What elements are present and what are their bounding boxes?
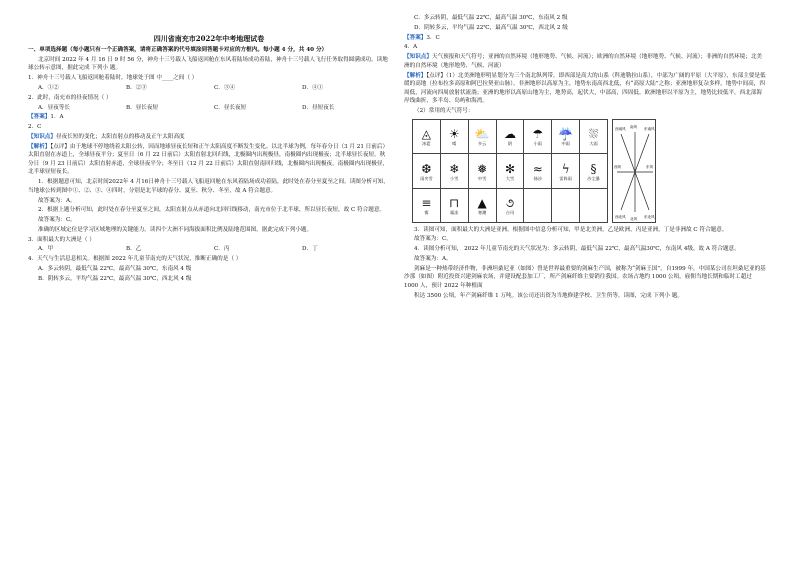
weather-cell [552,154,580,189]
weather-cell-empty [580,188,608,223]
question-1: 1．神舟十三号载人飞船返回舱着陆时，地球处于图 中____之间（ ） [28,75,198,82]
weather-cell [524,119,552,154]
passage-1: 北京时间 2022 年 4 月 16 日 9 时 56 分，神舟十三号载人飞船返回舱在东风着陆场成功着陆，神舟十三号载人飞行任务取得圆满成功。读地球公转示意图，据此完成 下列小 题。 [28,56,388,72]
explanation-3-answer: 故答案为：C。 [414,236,452,243]
choice-b: B．②③ [126,84,147,91]
knowledge-point-2 [404,53,766,70]
weather-label: 多云 [477,140,487,146]
weather-label: 大雪 [505,175,515,181]
partly-cloudy-icon: ⛅ [474,126,490,141]
weather-label: 雾 [424,210,429,216]
question-4: 4．天气与生活息息相关。根据图 2022 年儿童节南充的天气状况，推断正确的是（ ） [28,256,242,263]
analysis [28,143,390,177]
blowing-sand-icon: ≈ [532,161,543,176]
knowledge-label: 【知识点】 [404,54,432,61]
weather-symbols-table [412,119,608,224]
question-4-choice-b: B．阴转多云，平均气温 22℃，最高气温 30℃，西北风 4 级 [38,275,192,282]
weather-cell-empty [524,188,552,223]
wind-label-w: 西风 [614,164,622,169]
analysis-2 [404,72,766,106]
moderate-snow-icon: ❅ [477,161,488,176]
moderate-rain-icon: ☔ [558,126,574,141]
question-3-choices [28,245,390,254]
answer-label: 【答案】 [28,114,51,121]
overcast-icon: ☁ [503,126,516,141]
symbols-caption: （2）常用的天气符号： [414,108,474,115]
weather-label: 雨夹雪 [420,175,433,181]
choice-b: B．乙 [126,246,142,253]
knowledge-label: 【知识点】 [28,133,56,140]
choice-c: C．③④ [214,84,236,91]
weather-cell [413,188,441,223]
question-4-choice-c: C．多云转阴，最低气温 22℃，最高气温 30℃，东南风 2 级 [414,15,568,21]
choice-c: C．昼长夜短 [214,104,247,111]
fog-icon: ≡ [421,196,432,211]
intro-5-continued: 积达 3500 公顷，年产剑麻纤维 1 万吨。该公司还出资为当地修建学校、卫生所等。读图，完成 下列小 题。 [414,292,683,299]
weather-cell [496,188,524,223]
weather-cell [496,119,524,154]
weather-cell-empty [552,188,580,223]
wind-label-nw: 西北风 [615,214,626,219]
weather-cell [496,154,524,189]
question-1-choices [28,84,390,93]
answer-block [28,113,390,122]
wind-arrows [613,120,657,224]
weather-cell [440,188,468,223]
weather-cell [580,119,608,154]
explanation-2-answer: 故答案为：C。 [38,217,76,224]
explanation-4-answer: 故答案为：A。 [414,256,452,262]
section-header: 一、单项选择题（每小题只有一个正确答案，请将正确答案的代号填涂到答题卡对应的方框内。每小题 4 分，共 40 分） [28,47,328,53]
choice-a: A．昼夜等长 [38,104,71,111]
question-4-choice-d: D．阴转多云，平均气温 22℃，最高气温 30℃，西北风 2 级 [414,24,568,31]
wind-label-s: 南风 [630,124,638,129]
weather-label: 沙尘暴 [587,175,600,181]
hail-icon: ◬ [421,126,432,141]
answer-1: 1．A [50,114,64,121]
weather-cell [552,119,580,154]
weather-label: 台风 [505,210,515,216]
choice-a: A．甲 [38,246,54,253]
answer-4: 4．A [404,44,418,51]
question-4-choice-a: A．多云转阴，最低气温 22℃，最高气温 30℃，东南风 4 级 [38,266,192,273]
analysis-label: 【解析】 [28,143,51,150]
frost-icon: ⊓ [449,196,460,211]
analysis-text: 【点评】由于地球不停地绕着太阳公转，因而地球昼夜长短和正午太阳高度不断发生变化。以北半球为例，每年春分日（3 月 21 日前后）太阳直射在赤道上，全球昼夜平分；夏至日（6 月 22 日前后）太阳直射北回归线，北极圈内出现极昼，南极圈内出现极夜；北半球昼长夜短。秋分日（9 月 23 日前后）太阳直射赤道，全球昼夜平分；冬至日（12 月 22 日前后）太阳直射南回归线，北极圈内出现极夜，南极圈内出现极昼，北半球昼短夜长。 [28,143,389,176]
right-column [404,0,766,562]
choice-d: D．昼短夜长 [302,104,335,111]
weather-cell [524,154,552,189]
weather-label: 寒潮 [477,210,487,216]
weather-cell [413,154,441,189]
knowledge-text: 天气预报和天气符号；亚洲的自然环境（地形地势、气候、河流）；欧洲的自然环境（地形地势、气候、河流）；非洲的自然环境；北美洲的自然环境（地形地势、气候、河流） [404,54,763,69]
answer-3: 3．C [426,34,440,41]
typhoon-icon: ૭ [505,196,515,211]
explanation-3: 3．读图可知，面积最大的大洲是亚洲。根据图中信息分析可知，甲是北美洲，乙是欧洲，丙是亚洲，丁是非洲故 C 符合题意。 [414,226,728,233]
knowledge-text: 昼夜长短的变化；太阳直射点的移动及正午太阳高度 [55,133,185,140]
explanation-1-answer: 故答案为：A。 [38,197,76,204]
choice-b: B．昼长夜短 [126,104,159,111]
weather-label: 中雨 [561,140,570,146]
page-title: 四川省南充市2022年中考地理试卷 [153,34,265,43]
knowledge-point [28,133,390,142]
weather-cell [440,119,468,154]
choice-c: C．丙 [214,246,230,253]
wind-label-n: 北风 [630,216,638,221]
sun-icon: ☀ [448,126,460,141]
weather-label: 冰雹 [422,140,431,146]
light-snow-icon: ❄ [449,161,460,176]
weather-symbols-figure [412,119,656,223]
weather-label: 晴 [452,140,457,146]
analysis-text: 【点评】（1）北美洲地形明显划分为三个南北纵列带，即西部是高大的山系（科迪勒拉山系），中部为广阔的平原（大平原），东部主要是低缓的高地（拉布拉多高原和阿巴拉契亚山脉）。非洲地形以高原为主，地势东南高西北低，有“高原大陆”之称；亚洲地形复杂多样，地势中间高，四周低，河流向四周放射状流淌；亚洲的地形以高原山地为主，地势高，起伏大，中部高，四周低。欧洲地形以平原为主，地势比较低平，西北部海岸线曲折，多半岛、岛屿和海湾。 [404,72,766,105]
weather-cell [440,154,468,189]
wind-label-ne: 东北风 [644,214,655,219]
weather-cell [468,188,496,223]
explanation-4: 4．读图分析可知， 2022 年儿童节南充的天气状况为：多云转阴，最低气温 22℃，最高气温30℃，东南风 4级，故 A 符合题意。 [414,246,740,253]
sandstorm-icon: § [590,161,597,176]
wind-label-e: 东风 [646,164,654,169]
choice-d: D．丁 [302,246,318,253]
weather-label: 阴 [507,140,513,146]
weather-label: 大雨 [589,140,598,146]
thunderstorm-icon: ϟ [561,161,570,176]
weather-label: 霜冻 [450,210,459,216]
question-3: 3．面积最大的大洲是（ ） [28,236,95,243]
choice-d: D．④① [302,84,324,91]
answer-block-2 [404,34,766,43]
wind-label-sw: 西南风 [615,126,626,131]
weather-label: 小雨 [533,140,542,146]
weather-cell [580,154,608,189]
left-column [28,0,390,562]
analysis-label: 【解析】 [404,72,427,79]
weather-label: 中雪 [477,175,487,181]
weather-label: 扬沙 [533,175,542,181]
sleet-icon: ❆ [421,161,432,176]
weather-label: 小雪 [450,175,459,181]
light-rain-icon: ☂ [532,126,544,141]
intro-5: 剑麻是一种热带经济作物，非洲坦桑尼亚（如图）曾是世界最重要的剑麻生产国，被称为“剑麻王国”。自1999 年，中国某公司在坦桑尼亚的基沙那（如图）附近投资兴建剑麻农场，并建设配套加工厂，所产剑麻纤维主要销往我国。农场占地约 1000 公顷，雇佣当地长期和临时工超过 1000 人，预计 2022 年种植面 [404,265,766,289]
explanation-2: 2．根据上题分析可知，此时处在春分至夏至之间，太阳直射点从赤道向北回归线移动，南充市位于北半球，所以昼长夜短，故 C 符合题意。 [38,207,386,214]
explanation-1: 1．根据题意可知，北京时间2022年 4 月16日神舟十三号载人飞船返回舱在东风着陆场成功着陆，此时处在春分至夏至之间。读图分析可知，当地球公转到图中①、②、③、④四时，分别是北半球的春分、夏至、秋分、冬至，故 A 符合题意。 [28,179,389,194]
weather-cell [468,154,496,189]
question-2: 2．此时，南充市的昼夜情况（ ） [28,94,112,101]
question-2-choices [28,104,390,113]
wind-direction-figure [612,119,656,223]
wind-label-se: 东南风 [644,126,655,131]
cold-wave-icon: ▲ [477,196,487,211]
choice-a: A．①② [38,84,59,91]
intro-3: 准确的区域定位是学习区域地理的关键能力。读四个大洲不同海拔面积比例及陆地范围图，据此完成下列小题。 [38,226,313,233]
answer-label: 【答案】 [404,34,427,41]
answer-2: 2．C [28,124,42,131]
heavy-snow-icon: ✻ [504,161,515,176]
weather-cell [413,119,441,154]
weather-label: 雷阵雨 [559,175,572,181]
heavy-rain-icon: ⛆ [588,126,599,141]
weather-cell [468,119,496,154]
